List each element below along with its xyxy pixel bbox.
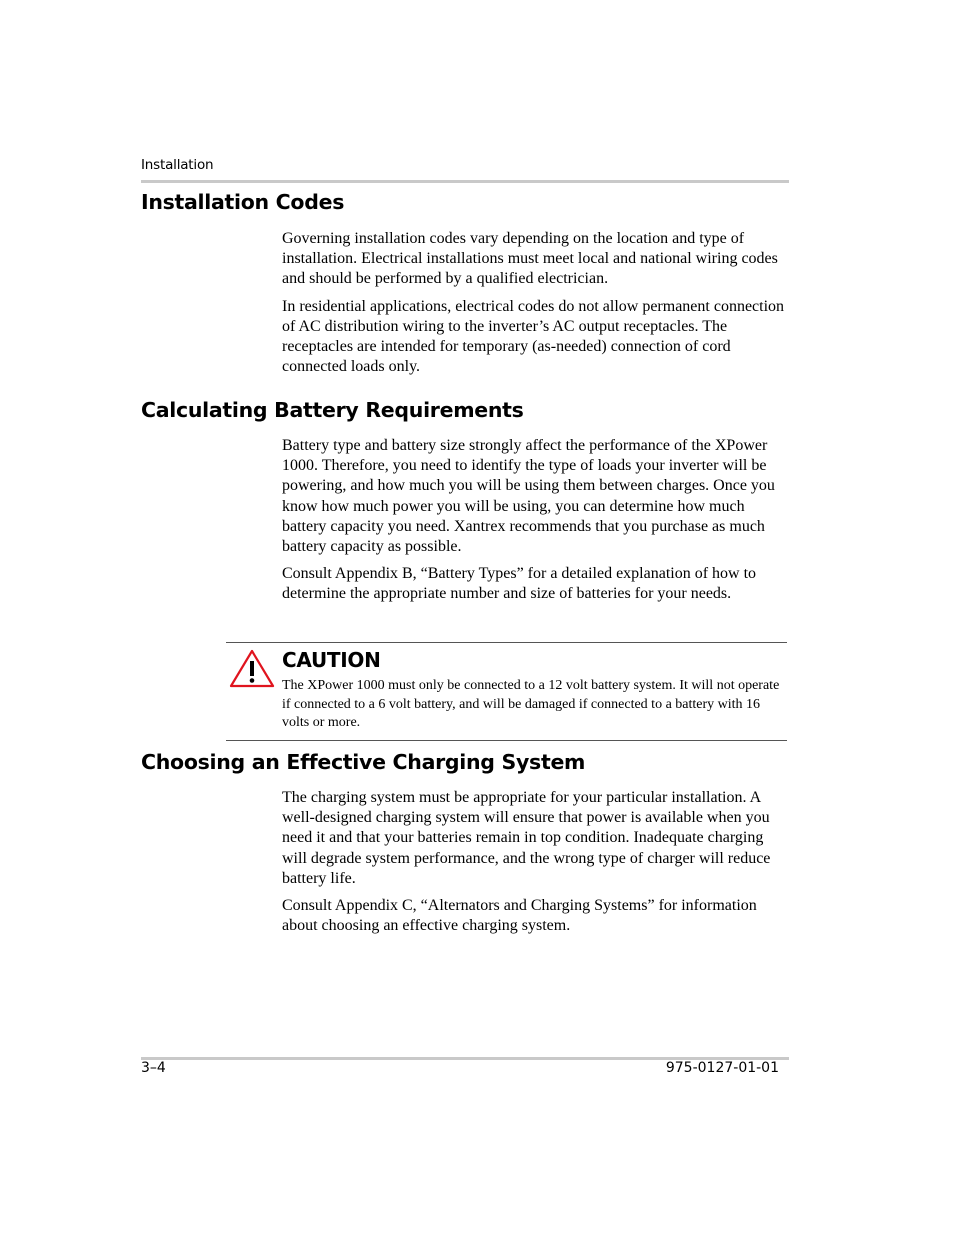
caution-text: The XPower 1000 must only be connected to a 12 volt battery system. It will not operate if connected to a 6 volt battery, and will be damaged if connected to a battery with 16 volts or more. — [282, 678, 780, 731]
paragraph: In residential applications, electrical codes do not allow permanent connection of AC distribution wiring to the inverter’s AC output receptacles. The receptacles are intended for temporary (as-needed) connection of cord connected loads only. — [282, 297, 785, 376]
section-battery-requirements-body — [282, 436, 788, 612]
heading-installation-codes: Installation Codes — [141, 190, 345, 214]
heading-charging-system: Choosing an Effective Charging System — [141, 750, 586, 774]
header-rule — [141, 180, 789, 183]
paragraph: Governing installation codes vary depending on the location and type of installation. Electrical installations must meet local and national wiring codes and should be performed by a qualified electrician. — [282, 230, 778, 288]
section-installation-codes-body — [282, 229, 788, 384]
heading-battery-requirements: Calculating Battery Requirements — [141, 398, 524, 422]
paragraph: Battery type and battery size strongly affect the performance of the XPower 1000. Therefore, you need to identify the type of loads your inverter will be powering, and how much you will be using them between charges. Once you know how much power you will be using, you can determine how much battery capacity you need. Xantrex recommends that you purchase as much battery capacity as possible. — [282, 437, 775, 556]
section-charging-system-body — [282, 788, 788, 943]
caution-bottom-rule — [226, 740, 787, 741]
warning-triangle-icon — [229, 649, 275, 688]
doc-number: 975-0127-01-01 — [665, 1060, 779, 1076]
paragraph: Consult Appendix B, “Battery Types” for a detailed explanation of how to determine the appropriate number and size of batteries for your needs. — [282, 565, 757, 603]
paragraph: The charging system must be appropriate for your particular installation. A well-designed charging system will ensure that power is available when you need it and that your batteries remain in top condition. Inadequate charging will degrade system performance, and the wrong type of charger will reduce battery life. — [282, 789, 771, 887]
page-number: 3–4 — [141, 1060, 166, 1076]
paragraph: Consult Appendix C, “Alternators and Charging Systems” for information about choosing an effective charging system. — [282, 897, 757, 935]
caution-title: CAUTION — [282, 648, 381, 672]
running-head: Installation — [141, 157, 214, 173]
caution-top-rule — [226, 642, 787, 643]
